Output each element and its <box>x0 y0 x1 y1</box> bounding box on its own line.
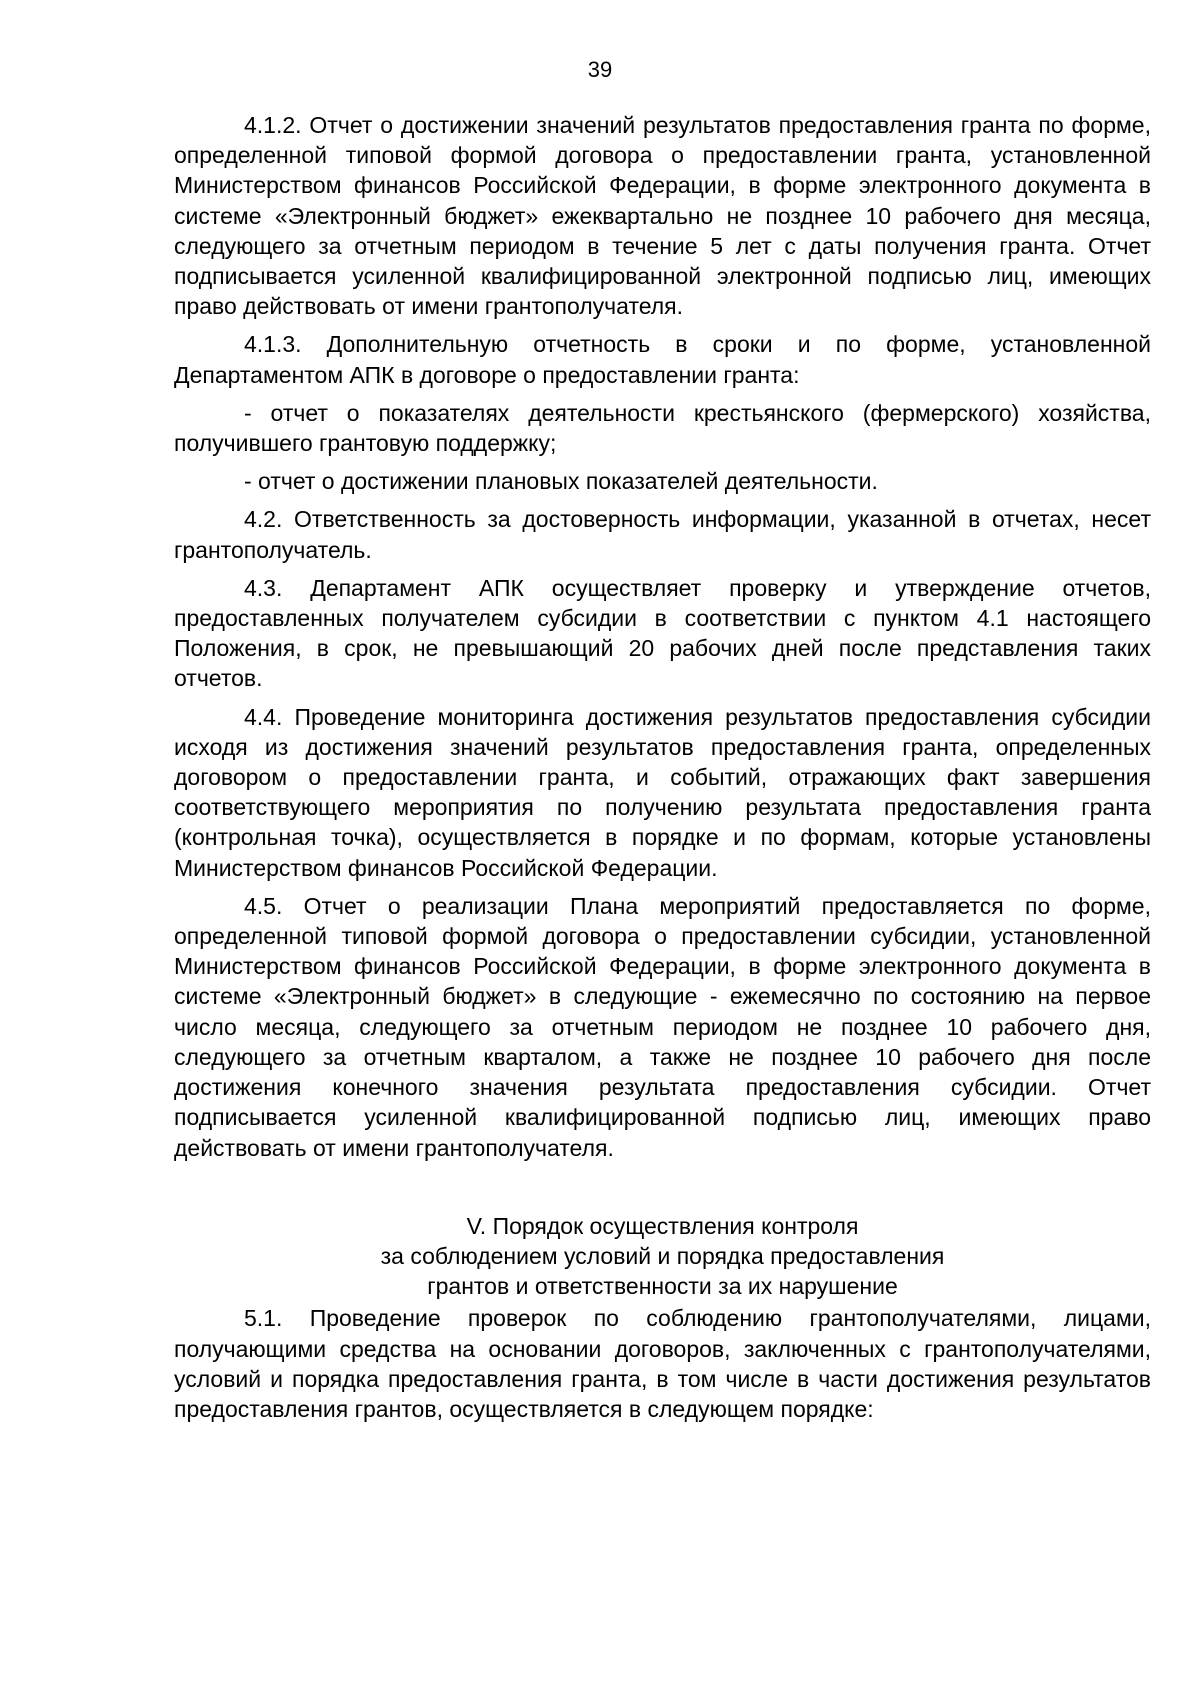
page-number: 39 <box>587 57 613 82</box>
section-heading-line: за соблюдением условий и порядка предоставления <box>380 1242 945 1269</box>
list-item-planned-indicators-report: - отчет о достижении плановых показателей деятельности. <box>244 468 878 495</box>
section-heading-line: грантов и ответственности за их нарушение <box>427 1273 898 1300</box>
paragraph-5-1: 5.1. Проведение проверок по соблюдению грантополучателями, лицами, получающими средства на основании договоров, заключенных с грантополучателями, условий и порядка предоставления гранта, в том числе в части достижения результатов предоставления грантов, осуществляется в следующем порядке: <box>174 1305 1151 1422</box>
paragraph-4-3: 4.3. Департамент АПК осуществляет проверку и утверждение отчетов, предоставленных получателем субсидии в соответствии с пунктом 4.1 настоящего Положения, в срок, не превышающий 20 рабочих дней после представления таких отчетов. <box>174 574 1151 692</box>
paragraph-4-1-3: 4.1.3. Дополнительную отчетность в сроки и по форме, установленной Департаментом АПК в договоре о предоставлении гранта: <box>174 331 1151 388</box>
section-heading <box>174 1211 1151 1302</box>
paragraph-4-2: 4.2. Ответственность за достоверность информации, указанной в отчетах, несет грантополучатель. <box>174 506 1151 563</box>
section-heading-line: V. Порядок осуществления контроля <box>466 1212 859 1239</box>
document-body <box>174 110 1151 1432</box>
paragraph-4-1-2: 4.1.2. Отчет о достижении значений результатов предоставления гранта по форме, определенной типовой формой договора о предоставлении гранта, установленной Министерством финансов Российской Федерации, в форме электронного документа в системе «Электронный бюджет» ежеквартально не позднее 10 рабочего дня месяца, следующего за отчетным периодом в течение 5 лет с даты получения гранта. Отчет подписывается усиленной квалифицированной электронной подписью лиц, имеющих право действовать от имени грантополучателя. <box>174 112 1151 320</box>
paragraph-4-5: 4.5. Отчет о реализации Плана мероприятий предоставляется по форме, определенной типовой формой договора о предоставлении субсидии, установленной Министерством финансов Российской Федерации, в форме электронного документа в системе «Электронный бюджет» в следующие - ежемесячно по состоянию на первое число месяца, следующего за отчетным периодом не позднее 10 рабочего дня, следующего за отчетным кварталом, а также не позднее 10 рабочего дня после достижения конечного значения результата предоставления субсидии. Отчет подписывается усиленной квалифицированной подписью лиц, имеющих право действовать от имени грантополучателя. <box>174 892 1151 1161</box>
paragraph-4-4: 4.4. Проведение мониторинга достижения результатов предоставления субсидии исходя из достижения значений результатов предоставления гранта, определенных договором о предоставлении гранта, и событий, отражающих факт завершения соответствующего мероприятия по получению результата предоставления гранта (контрольная точка), осуществляется в порядке и по формам, которые установлены Министерством финансов Российской Федерации. <box>174 703 1151 881</box>
list-item-farm-activity-report: - отчет о показателях деятельности крестьянского (фермерского) хозяйства, получившего грантовую поддержку; <box>174 399 1151 457</box>
